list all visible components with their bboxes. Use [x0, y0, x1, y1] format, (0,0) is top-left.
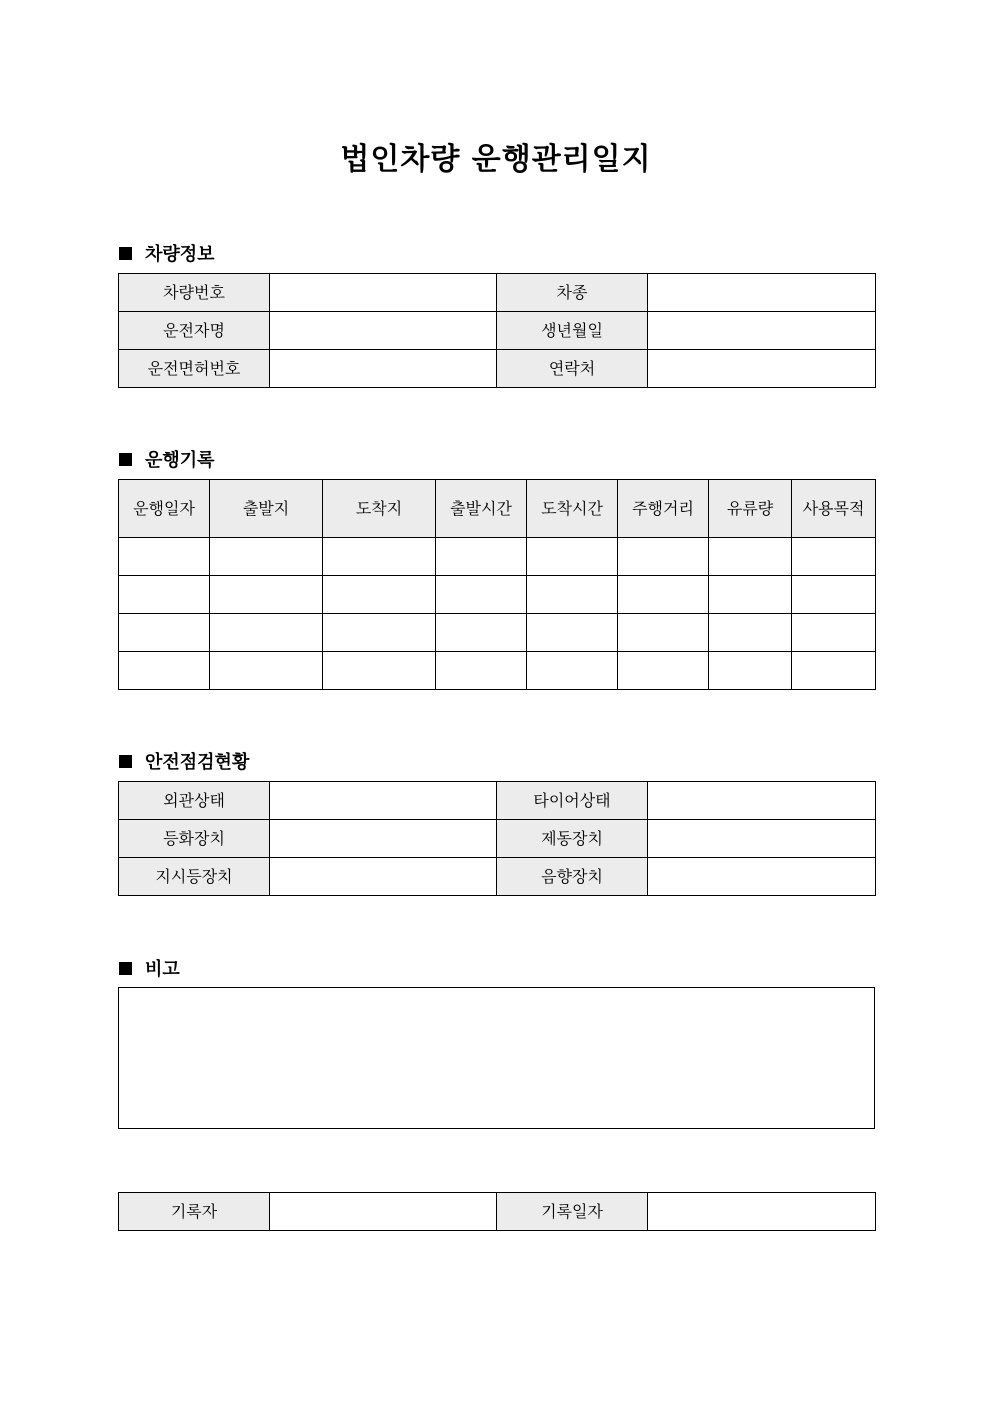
square-bullet-icon — [119, 962, 132, 975]
log-cell[interactable] — [210, 614, 323, 652]
table-row — [119, 652, 876, 690]
table-row — [119, 614, 876, 652]
section-title: 운행기록 — [145, 450, 215, 471]
log-cell[interactable] — [618, 614, 709, 652]
log-cell[interactable] — [210, 538, 323, 576]
table-row — [119, 576, 876, 614]
license-number-field[interactable] — [270, 350, 497, 388]
section-heading-safety-check — [119, 748, 249, 774]
log-cell[interactable] — [119, 614, 210, 652]
log-cell[interactable] — [618, 652, 709, 690]
table-row — [119, 312, 876, 350]
indicators-field[interactable] — [270, 858, 497, 896]
log-cell[interactable] — [527, 576, 618, 614]
log-cell[interactable] — [436, 576, 527, 614]
recorder-field[interactable] — [270, 1193, 497, 1231]
lights-field[interactable] — [270, 820, 497, 858]
square-bullet-icon — [119, 755, 132, 768]
log-cell[interactable] — [792, 652, 876, 690]
table-row — [119, 350, 876, 388]
column-header-destination: 도착지 — [323, 480, 436, 538]
log-cell[interactable] — [527, 538, 618, 576]
column-header-departure-time: 출발시간 — [436, 480, 527, 538]
section-title: 안전점검현황 — [145, 752, 250, 773]
driving-log-table — [118, 479, 876, 690]
log-cell[interactable] — [323, 652, 436, 690]
birth-date-label: 생년월일 — [497, 312, 648, 350]
table-row — [119, 820, 876, 858]
section-heading-driving-log — [119, 446, 215, 472]
horn-field[interactable] — [648, 858, 876, 896]
exterior-label: 외관상태 — [119, 782, 270, 820]
log-cell[interactable] — [436, 614, 527, 652]
log-cell[interactable] — [210, 652, 323, 690]
record-date-label: 기록일자 — [497, 1193, 648, 1231]
log-cell[interactable] — [709, 652, 792, 690]
log-cell[interactable] — [709, 614, 792, 652]
column-header-origin: 출발지 — [210, 480, 323, 538]
log-cell[interactable] — [210, 576, 323, 614]
log-cell[interactable] — [323, 614, 436, 652]
section-heading-remarks — [119, 955, 180, 981]
square-bullet-icon — [119, 453, 132, 466]
column-header-fuel: 유류량 — [709, 480, 792, 538]
log-cell[interactable] — [527, 614, 618, 652]
brakes-field[interactable] — [648, 820, 876, 858]
vehicle-type-label: 차종 — [497, 274, 648, 312]
signature-table — [118, 1192, 876, 1231]
vehicle-info-table — [118, 273, 876, 388]
tire-label: 타이어상태 — [497, 782, 648, 820]
driver-name-field[interactable] — [270, 312, 497, 350]
log-cell[interactable] — [792, 538, 876, 576]
table-row — [119, 858, 876, 896]
column-header-arrival-time: 도착시간 — [527, 480, 618, 538]
column-header-distance: 주행거리 — [618, 480, 709, 538]
table-row — [119, 1193, 876, 1231]
document-title: 법인차량 운행관리일지 — [340, 142, 652, 177]
section-title: 차량정보 — [145, 244, 215, 265]
birth-date-field[interactable] — [648, 312, 876, 350]
log-cell[interactable] — [436, 538, 527, 576]
log-cell[interactable] — [119, 538, 210, 576]
log-cell[interactable] — [119, 576, 210, 614]
brakes-label: 제동장치 — [497, 820, 648, 858]
section-heading-vehicle-info — [119, 240, 215, 266]
license-number-label: 운전면허번호 — [119, 350, 270, 388]
record-date-field[interactable] — [648, 1193, 876, 1231]
log-cell[interactable] — [323, 576, 436, 614]
contact-label: 연락처 — [497, 350, 648, 388]
table-row — [119, 274, 876, 312]
table-row — [119, 538, 876, 576]
log-cell[interactable] — [618, 538, 709, 576]
log-cell[interactable] — [527, 652, 618, 690]
log-cell[interactable] — [618, 576, 709, 614]
lights-label: 등화장치 — [119, 820, 270, 858]
tire-field[interactable] — [648, 782, 876, 820]
column-header-date: 운행일자 — [119, 480, 210, 538]
recorder-label: 기록자 — [119, 1193, 270, 1231]
table-row — [119, 782, 876, 820]
log-cell[interactable] — [323, 538, 436, 576]
log-cell[interactable] — [436, 652, 527, 690]
vehicle-type-field[interactable] — [648, 274, 876, 312]
vehicle-number-field[interactable] — [270, 274, 497, 312]
table-header-row — [119, 480, 876, 538]
log-cell[interactable] — [709, 576, 792, 614]
driver-name-label: 운전자명 — [119, 312, 270, 350]
log-cell[interactable] — [119, 652, 210, 690]
safety-check-table — [118, 781, 876, 896]
section-title: 비고 — [145, 959, 180, 980]
log-cell[interactable] — [792, 576, 876, 614]
log-cell[interactable] — [709, 538, 792, 576]
indicators-label: 지시등장치 — [119, 858, 270, 896]
square-bullet-icon — [119, 247, 132, 260]
column-header-purpose: 사용목적 — [792, 480, 876, 538]
exterior-field[interactable] — [270, 782, 497, 820]
log-cell[interactable] — [792, 614, 876, 652]
remarks-field[interactable] — [118, 987, 875, 1129]
horn-label: 음향장치 — [497, 858, 648, 896]
contact-field[interactable] — [648, 350, 876, 388]
vehicle-number-label: 차량번호 — [119, 274, 270, 312]
